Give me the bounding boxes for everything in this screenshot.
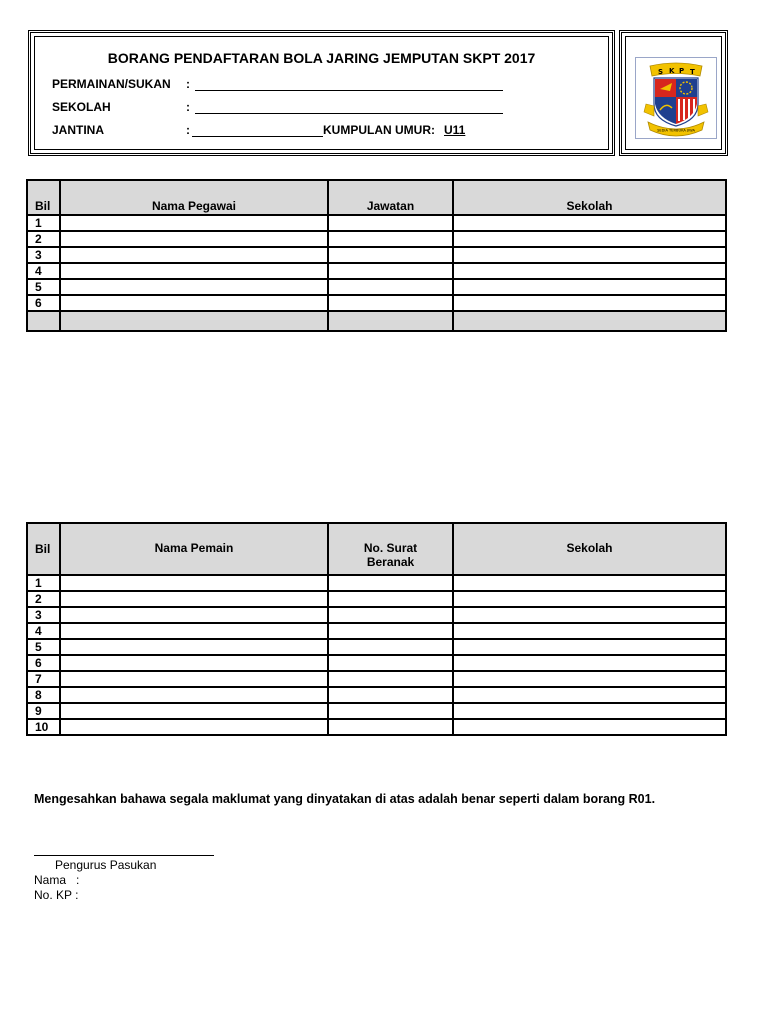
cell-no-surat-beranak[interactable] — [328, 719, 453, 735]
svg-text:P: P — [679, 67, 685, 75]
field-kumpulan-label: KUMPULAN UMUR: — [323, 123, 435, 137]
row-number: 7 — [27, 671, 60, 687]
header-no-surat-beranak: No. Surat Beranak — [328, 523, 453, 575]
table-row — [27, 719, 726, 735]
header-sekolah: Sekolah — [453, 523, 726, 575]
form-header-box — [28, 30, 615, 156]
cell-nama-pemain[interactable] — [60, 575, 328, 591]
cell-nama-pemain[interactable] — [60, 591, 328, 607]
footer-cell — [60, 311, 328, 331]
cell-jawatan[interactable] — [328, 215, 453, 231]
field-colon: : — [186, 77, 190, 91]
cell-no-surat-beranak[interactable] — [328, 591, 453, 607]
table-row — [27, 671, 726, 687]
logo-inner-border — [625, 36, 722, 150]
field-jantina-label: JANTINA — [52, 123, 105, 137]
cell-jawatan[interactable] — [328, 295, 453, 311]
cell-nama-pemain[interactable] — [60, 623, 328, 639]
field-permainan-input-line[interactable] — [195, 90, 503, 91]
cell-nama-pegawai[interactable] — [60, 231, 328, 247]
cell-sekolah[interactable] — [453, 575, 726, 591]
row-number: 6 — [27, 655, 60, 671]
cell-jawatan[interactable] — [328, 231, 453, 247]
cell-sekolah[interactable] — [453, 623, 726, 639]
table-row — [27, 279, 726, 295]
officials-table — [26, 179, 727, 332]
footer-cell — [453, 311, 726, 331]
signature-role: Pengurus Pasukan — [55, 858, 157, 872]
cell-nama-pegawai[interactable] — [60, 215, 328, 231]
form-header-inner-border — [34, 36, 609, 150]
table-row — [27, 623, 726, 639]
cell-no-surat-beranak[interactable] — [328, 575, 453, 591]
cell-jawatan[interactable] — [328, 247, 453, 263]
row-number: 2 — [27, 591, 60, 607]
cell-no-surat-beranak[interactable] — [328, 687, 453, 703]
cell-no-surat-beranak[interactable] — [328, 703, 453, 719]
cell-sekolah[interactable] — [453, 215, 726, 231]
row-number: 4 — [27, 623, 60, 639]
cell-sekolah[interactable] — [453, 703, 726, 719]
svg-text:K: K — [669, 67, 675, 75]
table-row — [27, 639, 726, 655]
table-row — [27, 295, 726, 311]
table-row — [27, 591, 726, 607]
header-jawatan: Jawatan — [328, 180, 453, 215]
footer-cell — [328, 311, 453, 331]
players-table — [26, 522, 727, 736]
svg-text:T: T — [690, 68, 695, 76]
cell-sekolah[interactable] — [453, 687, 726, 703]
field-sekolah-input-line[interactable] — [195, 113, 503, 114]
table-row — [27, 263, 726, 279]
table-row — [27, 655, 726, 671]
header-sekolah: Sekolah — [453, 180, 726, 215]
cell-sekolah[interactable] — [453, 295, 726, 311]
field-permainan-label: PERMAINAN/SUKAN — [52, 77, 171, 91]
officials-table-footer-row — [27, 311, 726, 331]
cell-sekolah[interactable] — [453, 247, 726, 263]
header-bil: Bil — [27, 523, 60, 575]
footer-cell — [27, 311, 60, 331]
cell-nama-pemain[interactable] — [60, 719, 328, 735]
svg-text:S: S — [658, 68, 664, 76]
signature-kp-label: No. KP : — [34, 888, 79, 902]
table-row — [27, 575, 726, 591]
row-number: 1 — [27, 215, 60, 231]
row-number: 5 — [27, 279, 60, 295]
field-jantina-input-line[interactable] — [192, 136, 323, 137]
row-number: 9 — [27, 703, 60, 719]
table-row — [27, 687, 726, 703]
signature-line[interactable] — [34, 855, 214, 856]
field-colon: : — [186, 100, 190, 114]
cell-nama-pemain[interactable] — [60, 703, 328, 719]
cell-nama-pemain[interactable] — [60, 687, 328, 703]
row-number: 5 — [27, 639, 60, 655]
school-crest-icon — [636, 58, 716, 138]
form-title: BORANG PENDAFTARAN BOLA JARING JEMPUTAN SKPT 2017 — [107, 50, 536, 66]
cell-sekolah[interactable] — [453, 607, 726, 623]
table-row — [27, 215, 726, 231]
field-colon: : — [186, 123, 190, 137]
confirmation-statement: Mengesahkan bahawa segala maklumat yang dinyatakan di atas adalah benar seperti dalam borang R01. — [34, 792, 656, 806]
cell-nama-pemain[interactable] — [60, 671, 328, 687]
svg-text:SEDIA TERBUKA JIWA: SEDIA TERBUKA JIWA — [657, 128, 695, 133]
row-number: 2 — [27, 231, 60, 247]
row-number: 10 — [27, 719, 60, 735]
row-number: 3 — [27, 247, 60, 263]
cell-nama-pemain[interactable] — [60, 639, 328, 655]
cell-jawatan[interactable] — [328, 279, 453, 295]
row-number: 1 — [27, 575, 60, 591]
cell-no-surat-beranak[interactable] — [328, 655, 453, 671]
cell-sekolah[interactable] — [453, 671, 726, 687]
cell-sekolah[interactable] — [453, 279, 726, 295]
cell-no-surat-beranak[interactable] — [328, 639, 453, 655]
cell-no-surat-beranak[interactable] — [328, 623, 453, 639]
cell-no-surat-beranak[interactable] — [328, 671, 453, 687]
cell-sekolah[interactable] — [453, 655, 726, 671]
field-sekolah-label: SEKOLAH — [52, 100, 111, 114]
cell-sekolah[interactable] — [453, 263, 726, 279]
cell-no-surat-beranak[interactable] — [328, 607, 453, 623]
cell-jawatan[interactable] — [328, 263, 453, 279]
header-bil: Bil — [27, 180, 60, 215]
cell-sekolah[interactable] — [453, 639, 726, 655]
cell-sekolah[interactable] — [453, 719, 726, 735]
cell-nama-pegawai[interactable] — [60, 279, 328, 295]
cell-sekolah[interactable] — [453, 231, 726, 247]
table-row — [27, 247, 726, 263]
row-number: 4 — [27, 263, 60, 279]
header-nama-pemain: Nama Pemain — [60, 523, 328, 575]
field-kumpulan-value: U11 — [444, 123, 466, 137]
cell-nama-pegawai[interactable] — [60, 295, 328, 311]
signature-nama-label: Nama : — [34, 873, 80, 887]
cell-nama-pemain[interactable] — [60, 607, 328, 623]
cell-nama-pegawai[interactable] — [60, 247, 328, 263]
cell-nama-pegawai[interactable] — [60, 263, 328, 279]
players-table-header — [27, 523, 726, 575]
logo-box — [619, 30, 728, 156]
row-number: 6 — [27, 295, 60, 311]
cell-sekolah[interactable] — [453, 591, 726, 607]
cell-nama-pemain[interactable] — [60, 655, 328, 671]
table-row — [27, 607, 726, 623]
row-number: 8 — [27, 687, 60, 703]
table-row — [27, 703, 726, 719]
row-number: 3 — [27, 607, 60, 623]
officials-table-header — [27, 180, 726, 215]
header-nama-pegawai: Nama Pegawai — [60, 180, 328, 215]
school-crest-logo — [635, 57, 717, 139]
table-row — [27, 231, 726, 247]
